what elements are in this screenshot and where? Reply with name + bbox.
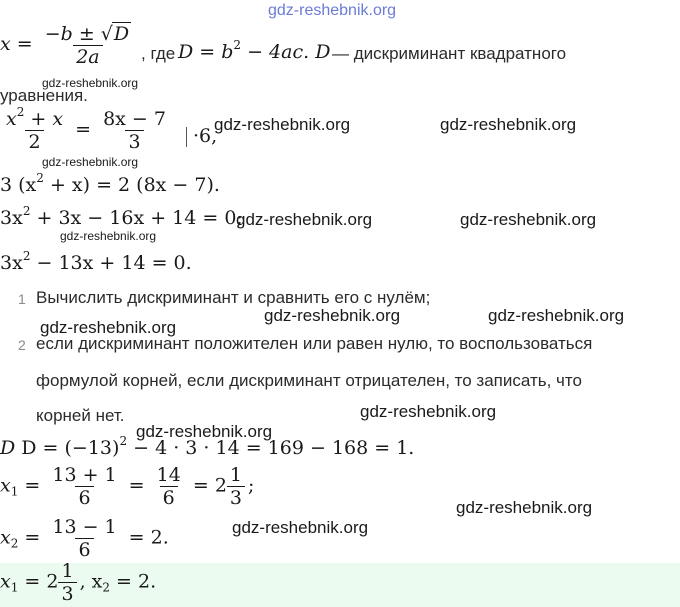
- equation-fractions: $\frac{x^2 + x}{2}$ = $\frac{8x - 7}{3}$: [6, 105, 166, 153]
- watermark: gdz-reshebnik.org: [214, 115, 351, 134]
- watermark: gdz-reshebnik.org: [136, 422, 273, 441]
- formula-fraction: $\frac{-b \pm √D}{2a}$: [44, 23, 130, 68]
- formula-description-cont: уравнения.: [0, 86, 88, 105]
- final-answer: $x_1 = 2$ $\frac{1}{3}$ , $x_2 = 2$.: [0, 560, 157, 605]
- list-item-2-line3: корней нет.: [36, 406, 125, 425]
- watermark: gdz-reshebnik.org: [440, 115, 577, 134]
- watermark: gdz-reshebnik.org: [264, 306, 401, 325]
- list-number-2: 2: [18, 337, 26, 353]
- list-item-2-line1: если дискриминант положителен или равен нулю, то воспользоваться: [36, 334, 593, 353]
- list-number-1: 1: [18, 291, 26, 307]
- list-item-2-line2: формулой корней, если дискриминант отрицателен, то записать, что: [36, 371, 582, 390]
- equation-step-2: 3 $(x^2 + x) = 2$ (8x − 7).: [0, 171, 220, 196]
- watermark: gdz-reshebnik.org: [456, 498, 593, 517]
- root-x1: $x_1$ = $\frac{13 + 1}{6}$ = $\frac{14}{6}$ = 2 $\frac{1}{3}$ ;: [0, 464, 255, 509]
- formula-description: — дискриминант квадратного: [332, 44, 567, 63]
- equation-step-3: $3x^2 + 3x - 16x + 14 = 0$;: [0, 204, 243, 229]
- watermark: gdz-reshebnik.org: [360, 402, 497, 421]
- watermark: gdz-reshebnik.org: [488, 306, 625, 325]
- watermark-top: gdz-reshebnik.org: [268, 2, 397, 19]
- watermark: gdz-reshebnik.org: [460, 210, 597, 229]
- quadratic-formula: x = $\frac{-b \pm √D}{2a}$: [0, 22, 137, 68]
- watermark-small: gdz-reshebnik.org: [42, 155, 139, 169]
- watermark: gdz-reshebnik.org: [232, 518, 369, 537]
- watermark-small: gdz-reshebnik.org: [42, 76, 139, 90]
- list-item-1: Вычислить дискриминант и сравнить его с нулём;: [36, 288, 431, 307]
- equation-step-4: $3x^2 - 13x + 14 = 0$.: [0, 249, 192, 274]
- watermark-small: gdz-reshebnik.org: [60, 229, 157, 243]
- watermark: gdz-reshebnik.org: [40, 318, 177, 337]
- watermark: gdz-reshebnik.org: [236, 210, 373, 229]
- formula-where: , где: [141, 44, 176, 63]
- discriminant-definition: $D = b^2 - 4ac$. D: [178, 38, 331, 63]
- discriminant-calculation: D $D = (-13)^2 - 4 \cdot 3 \cdot 14 = 169 - 168 = 1$.: [0, 434, 415, 459]
- root-x2: $x_2$ = $\frac{13 - 1}{6}$ = 2.: [0, 516, 169, 561]
- multiply-marker: ·6,: [180, 125, 217, 147]
